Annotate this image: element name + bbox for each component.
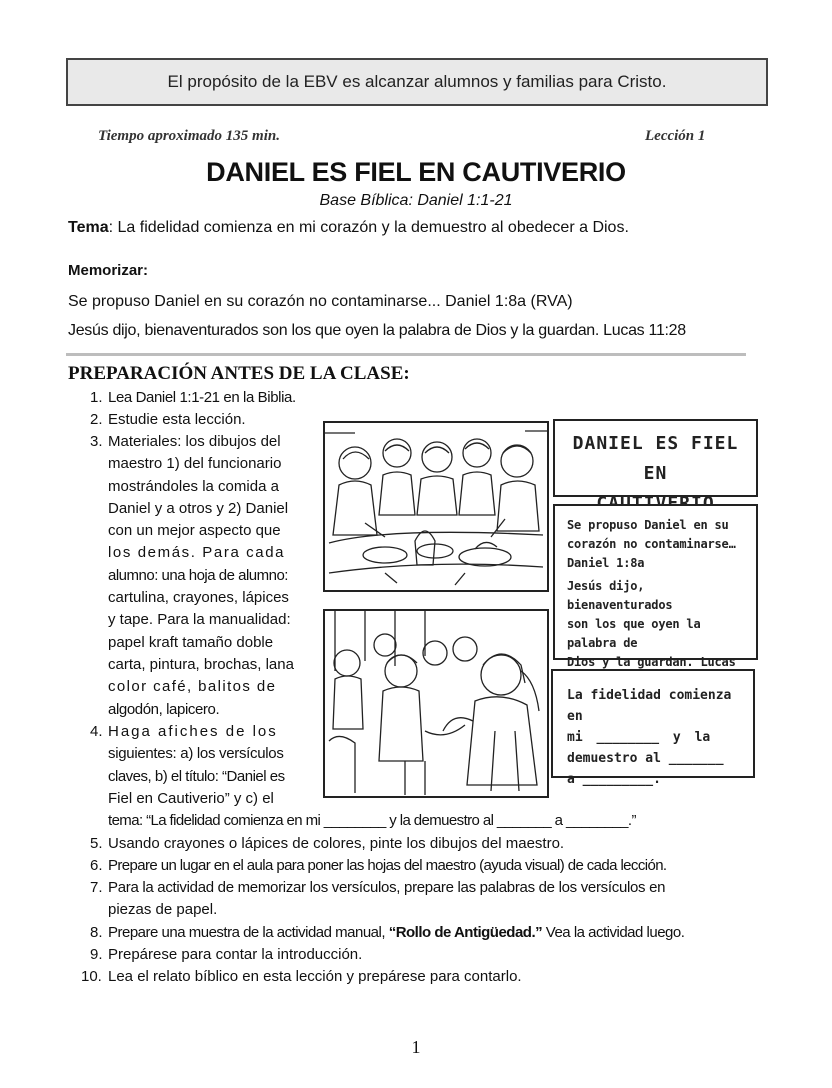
item-number: 3. <box>90 433 103 450</box>
poster-verse-2-line: Dios y la guardan. Lucas <box>567 655 736 669</box>
page-number: 1 <box>411 1037 421 1057</box>
item-3-line: papel kraft tamaño doble <box>108 633 274 651</box>
item-number: 10. <box>81 968 102 985</box>
poster-verse-2-line: Jesús dijo, bienaventurados <box>567 579 673 612</box>
item-3-line: carta, pintura, brochas, lana <box>108 655 294 673</box>
prep-item-3 <box>108 433 294 723</box>
item-4-line: claves, b) el título: “Daniel es <box>108 767 285 785</box>
item-8-text-end: Vea la actividad luego. <box>542 924 685 941</box>
item-3-line: Daniel y a otros y 2) Daniel <box>108 499 289 517</box>
item-number: 8. <box>90 924 103 941</box>
item-8-text: Prepare una muestra de la actividad manual, <box>108 924 389 941</box>
line-drawing <box>325 423 547 590</box>
purpose-banner: El propósito de la EBV es alcanzar alumnos y familias para Cristo. <box>66 58 768 106</box>
memory-verse-2: Jesús dijo, bienaventurados son los que oyen la palabra de Dios y la guardan. Lucas 11:28 <box>68 322 686 339</box>
item-3-line: cartulina, crayones, lápices <box>108 589 289 607</box>
item-3-line: con un mejor aspecto que <box>108 522 281 540</box>
item-number: 6. <box>90 857 103 874</box>
poster-theme-line: La fidelidad comienza en <box>567 688 732 724</box>
poster-verse-1-line: Daniel 1:8a <box>567 556 645 570</box>
prep-item-6: Prepare un lugar en el aula para poner las hojas del maestro (ayuda visual) de cada lección. <box>108 857 667 874</box>
prep-item-7-cont: piezas de papel. <box>108 901 218 918</box>
theme-line <box>68 219 629 237</box>
item-3-line: mostrándoles la comida a <box>108 477 279 495</box>
item-number: 2. <box>90 411 103 428</box>
item-4-line: tema: “La fidelidad comienza en mi ________ y la demuestro al _______ a ________.” <box>108 812 636 830</box>
prep-item-1: Lea Daniel 1:1-21 en la Biblia. <box>108 389 296 406</box>
poster-theme-line: demuestro al _______ <box>567 751 724 766</box>
poster-verse-1-line: corazón no contaminarse… <box>567 537 736 551</box>
poster-title-box <box>553 419 758 497</box>
item-3-line: algodón, lapicero. <box>108 700 220 718</box>
poster-theme-line: mi ________ y la <box>567 730 711 745</box>
item-3-line: y tape. Para la manualidad: <box>108 611 291 629</box>
item-3-line: Materiales: los dibujos del <box>108 433 281 450</box>
item-3-line: los demás. Para cada <box>108 544 286 562</box>
item-4-line: siguientes: a) los versículos <box>108 745 284 763</box>
item-number: 4. <box>90 723 103 740</box>
prep-item-5: Usando crayones o lápices de colores, pinte los dibujos del maestro. <box>108 835 565 852</box>
item-number: 5. <box>90 835 103 852</box>
poster-theme-line: a _________. <box>567 772 661 787</box>
prep-item-9: Prepárese para contar la introducción. <box>108 946 363 963</box>
poster-title-line: DANIEL ES FIEL EN <box>572 433 739 484</box>
poster-verse-2-line: son los que oyen la palabra de <box>567 617 701 650</box>
approx-time: Tiempo aproximado 135 min. <box>98 128 280 144</box>
biblical-base: Base Bíblica: Daniel 1:1-21 <box>319 192 513 209</box>
line-drawing <box>325 611 547 796</box>
prep-item-2: Estudie esta lección. <box>108 411 246 428</box>
item-4-line: Haga afiches de los <box>108 723 278 740</box>
item-4-line: Fiel en Cautiverio” y c) el <box>108 789 274 807</box>
preparation-heading: PREPARACIÓN ANTES DE LA CLASE: <box>68 363 410 384</box>
memory-verse-1: Se propuso Daniel en su corazón no contaminarse... Daniel 1:8a (RVA) <box>68 293 573 310</box>
poster-verses-box <box>553 504 758 669</box>
section-divider <box>66 353 746 356</box>
item-3-line: alumno: una hoja de alumno: <box>108 566 288 584</box>
lesson-number: Lección 1 <box>645 128 706 144</box>
lesson-title: DANIEL ES FIEL EN CAUTIVERIO <box>206 157 626 187</box>
item-number: 7. <box>90 879 103 896</box>
prep-item-10: Lea el relato bíblico en esta lección y prepárese para contarlo. <box>108 968 522 985</box>
item-3-line: maestro 1) del funcionario <box>108 455 282 473</box>
illustration-daniel-healthier <box>323 609 549 798</box>
prep-item-8 <box>108 924 684 941</box>
item-3-line: color café, balitos de <box>108 678 277 696</box>
theme-label: Tema <box>68 219 109 236</box>
item-number: 1. <box>90 389 103 406</box>
poster-theme-box <box>551 669 755 787</box>
item-number: 9. <box>90 946 103 963</box>
craft-name: “Rollo de Antigüedad.” <box>388 924 543 941</box>
prep-item-7: Para la actividad de memorizar los versículos, prepare las palabras de los versículos en <box>108 879 666 896</box>
illustration-official-food <box>323 421 549 592</box>
memorize-heading: Memorizar: <box>68 262 149 279</box>
poster-verse-1-line: Se propuso Daniel en su <box>567 518 729 532</box>
theme-text: : La fidelidad comienza en mi corazón y la demuestro al obedecer a Dios. <box>108 219 629 236</box>
